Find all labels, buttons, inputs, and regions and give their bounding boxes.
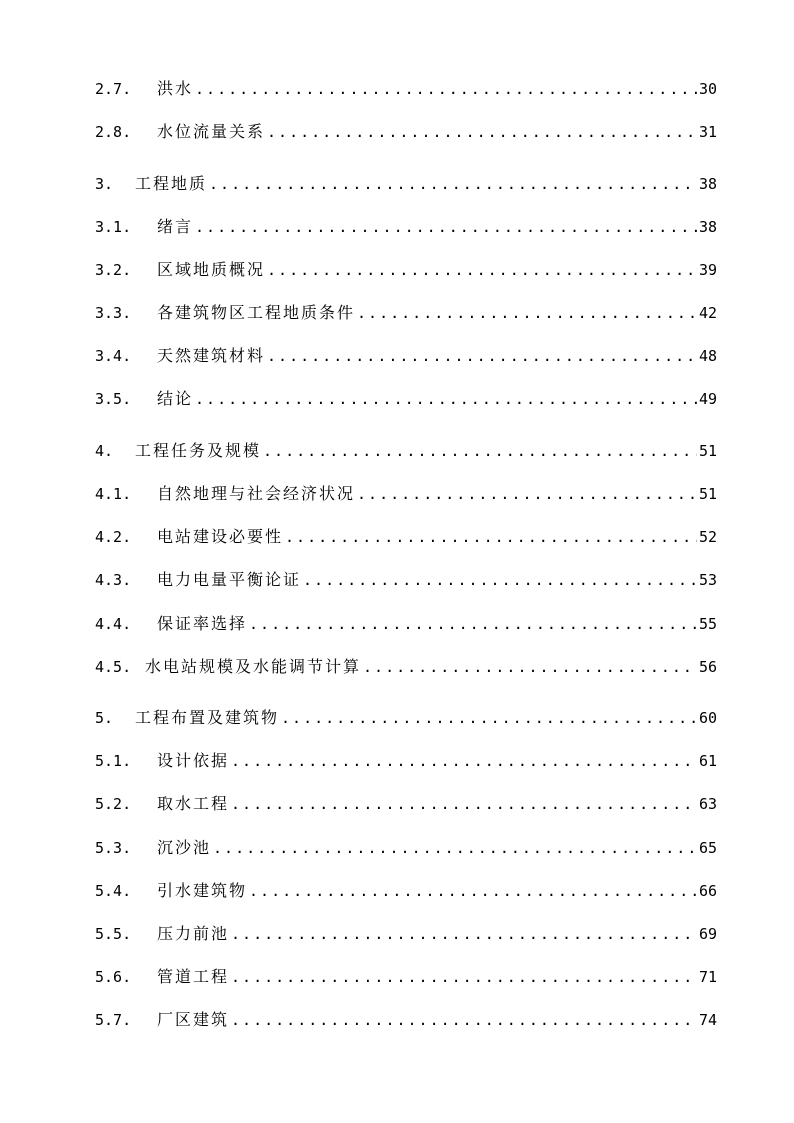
toc-title: 设计依据 [157, 751, 230, 770]
toc-page-number: 38 [698, 175, 717, 193]
toc-number: 4.1. [95, 485, 132, 503]
toc-page-number: 51 [698, 442, 717, 460]
toc-number: 5.4. [95, 882, 132, 900]
toc-leader-dots [249, 612, 697, 636]
toc-page-number: 52 [698, 528, 717, 546]
toc-page-number: 39 [698, 261, 717, 279]
toc-page-number: 56 [698, 658, 717, 676]
toc-entry-3-3 [95, 301, 717, 325]
toc-number: 4.3. [95, 571, 132, 589]
toc-title: 各建筑物区工程地质条件 [157, 303, 356, 322]
toc-number: 3.5. [95, 390, 132, 408]
toc-entry-4 [95, 439, 717, 463]
toc-entry-4-4 [95, 612, 717, 636]
toc-entry-4-2 [95, 525, 717, 549]
toc-entry-5-3 [95, 836, 717, 860]
toc-title: 管道工程 [157, 967, 230, 986]
toc-leader-dots [213, 836, 697, 860]
toc-page-number: 31 [698, 123, 717, 141]
toc-entry-2-8 [95, 120, 717, 144]
toc-page-number: 48 [698, 347, 717, 365]
toc-page-number: 53 [698, 571, 717, 589]
toc-page-number: 66 [698, 882, 717, 900]
toc-title: 厂区建筑 [157, 1010, 230, 1029]
toc-entry-3-1 [95, 215, 717, 239]
toc-page-number: 69 [698, 925, 717, 943]
toc-leader-dots [249, 879, 697, 903]
toc-title: 工程布置及建筑物 [135, 708, 280, 727]
toc-number: 4.2. [95, 528, 132, 546]
toc-title: 工程地质 [135, 174, 208, 193]
toc-number: 2.8. [95, 123, 132, 141]
toc-leader-dots [195, 387, 697, 411]
toc-leader-dots [285, 525, 697, 549]
toc-leader-dots [357, 301, 697, 325]
toc-number: 4. [95, 442, 114, 460]
toc-leader-dots [231, 749, 697, 773]
toc-entry-5-7 [95, 1008, 717, 1032]
toc-number: 3.1. [95, 218, 132, 236]
toc-title: 水电站规模及水能调节计算 [145, 657, 362, 676]
toc-number: 3.3. [95, 304, 132, 322]
toc-page-number: 55 [698, 615, 717, 633]
toc-page-number: 30 [698, 80, 717, 98]
toc-entry-3-2 [95, 258, 717, 282]
toc-page-number: 74 [698, 1011, 717, 1029]
toc-title: 取水工程 [157, 794, 230, 813]
toc-title: 保证率选择 [157, 614, 248, 633]
toc-entry-3-5 [95, 387, 717, 411]
toc-title: 压力前池 [157, 924, 230, 943]
toc-entry-5-2 [95, 792, 717, 816]
toc-number: 5.2. [95, 795, 132, 813]
toc-title: 结论 [157, 389, 194, 408]
toc-number: 4.4. [95, 615, 132, 633]
toc-title: 沉沙池 [157, 838, 212, 857]
toc-title: 洪水 [157, 79, 194, 98]
toc-page-number: 63 [698, 795, 717, 813]
toc-title: 区域地质概况 [157, 260, 266, 279]
toc-leader-dots [281, 706, 697, 730]
toc-number: 3.4. [95, 347, 132, 365]
toc-number: 3.2. [95, 261, 132, 279]
toc-title: 电站建设必要性 [157, 527, 284, 546]
toc-title: 电力电量平衡论证 [157, 570, 302, 589]
toc-number: 5.7. [95, 1011, 132, 1029]
toc-title: 天然建筑材料 [157, 346, 266, 365]
toc-page-number: 71 [698, 968, 717, 986]
toc-entry-3 [95, 172, 717, 196]
toc-number: 3. [95, 175, 114, 193]
toc-title: 绪言 [157, 217, 194, 236]
toc-leader-dots [231, 922, 697, 946]
toc-leader-dots [195, 215, 697, 239]
toc-entry-5-5 [95, 922, 717, 946]
toc-entry-2-7 [95, 77, 717, 101]
toc-page-number: 38 [698, 218, 717, 236]
toc-leader-dots [267, 344, 697, 368]
toc-leader-dots [231, 965, 697, 989]
toc-entry-4-1 [95, 482, 717, 506]
toc-page-number: 49 [698, 390, 717, 408]
toc-entry-4-5 [95, 655, 717, 679]
toc-number: 5.5. [95, 925, 132, 943]
toc-leader-dots [195, 77, 697, 101]
toc-leader-dots [267, 120, 697, 144]
toc-page-number: 61 [698, 752, 717, 770]
toc-leader-dots [209, 172, 697, 196]
toc-title: 工程任务及规模 [135, 441, 262, 460]
toc-entry-4-3 [95, 568, 717, 592]
toc-leader-dots [263, 439, 697, 463]
toc-number: 5.3. [95, 839, 132, 857]
toc-entry-5 [95, 706, 717, 730]
toc-leader-dots [231, 1008, 697, 1032]
toc-entry-3-4 [95, 344, 717, 368]
toc-number: 5.1. [95, 752, 132, 770]
toc-page-number: 65 [698, 839, 717, 857]
toc-leader-dots [357, 482, 697, 506]
toc-page-number: 60 [698, 709, 717, 727]
toc-number: 5.6. [95, 968, 132, 986]
toc-number: 5. [95, 709, 114, 727]
toc-number: 4.5. [95, 658, 132, 676]
toc-entry-5-6 [95, 965, 717, 989]
toc-entry-5-1 [95, 749, 717, 773]
toc-page-number: 42 [698, 304, 717, 322]
toc-page-number: 51 [698, 485, 717, 503]
toc-title: 水位流量关系 [157, 122, 266, 141]
toc-number: 2.7. [95, 80, 132, 98]
toc-leader-dots [363, 655, 697, 679]
toc-entry-5-4 [95, 879, 717, 903]
toc-title: 引水建筑物 [157, 881, 248, 900]
toc-title: 自然地理与社会经济状况 [157, 484, 356, 503]
toc-leader-dots [267, 258, 697, 282]
toc-leader-dots [231, 792, 697, 816]
toc-leader-dots [303, 568, 697, 592]
